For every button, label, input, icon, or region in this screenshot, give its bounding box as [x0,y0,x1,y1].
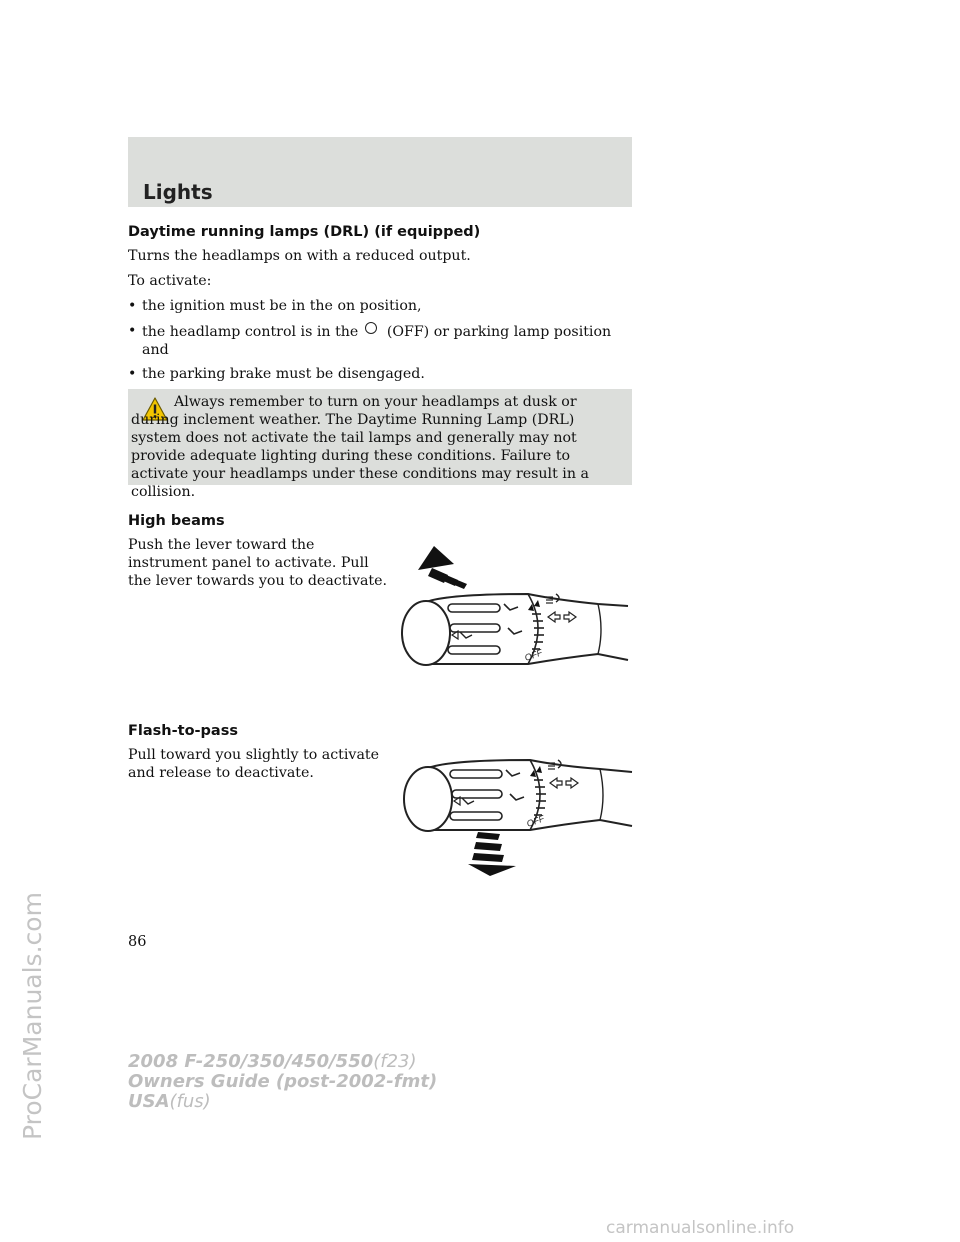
high-beams-heading: High beams [128,513,225,529]
bullet-dot: • [128,298,137,314]
high-beams-line: instrument panel to activate. Pull [128,555,369,571]
footer-guide: Owners Guide (post-2002-fmt) [128,1071,438,1092]
footer-model-code: (f23) [373,1051,417,1072]
document-footer [128,1052,437,1112]
bottom-watermark: carmanualsonline.info [606,1218,795,1238]
footer-market: USA [128,1091,170,1112]
page-number: 86 [128,934,147,950]
bullet-text-part: the headlamp control is in the [142,324,359,340]
bullet-text [142,322,611,342]
high-beams-line: Push the lever toward the [128,537,315,553]
flash-to-pass-line: and release to deactivate. [128,765,314,781]
section-title: Lights [143,180,213,204]
off-position-label: OFF [523,647,544,663]
flash-to-pass-lever-diagram [400,756,636,878]
turn-signal-arrows-icon [550,778,578,788]
bullet-dot: • [128,366,137,382]
pull-arrow-icon [468,832,516,876]
bullet-text-part: (OFF) or parking lamp position [386,324,612,340]
turn-signal-arrows-icon [548,612,576,622]
flash-to-pass-heading: Flash-to-pass [128,723,238,739]
bullet-text: the ignition must be in the on position, [142,298,422,314]
high-beams-lever-diagram [398,542,634,672]
high-beams-line: the lever towards you to deactivate. [128,573,388,589]
drl-heading: Daytime running lamps (DRL) (if equipped) [128,224,481,240]
bullet-text-continued: and [142,342,169,358]
bullet-dot: • [128,323,137,339]
warning-text: Always remember to turn on your headlamps at dusk or during inclement weather. The Daytime Running Lamp (DRL) system does not activate the tail lamps and generally may not provide adequate lighting during these conditions. Failure to activate your headlamps under these conditions may result in a collision. [131,394,589,500]
push-arrow-icon [418,546,467,589]
off-position-label: OFF [525,813,546,829]
side-watermark: ProCarManuals.com [18,892,47,1140]
footer-model: 2008 F-250/350/450/550 [128,1051,374,1072]
activate-label: To activate: [128,273,212,289]
drl-intro: Turns the headlamps on with a reduced output. [128,248,471,264]
flash-to-pass-line: Pull toward you slightly to activate [128,747,379,763]
headlamp-off-icon [365,322,377,334]
footer-market-code: (fus) [169,1091,211,1112]
bullet-text: the parking brake must be disengaged. [142,366,425,382]
